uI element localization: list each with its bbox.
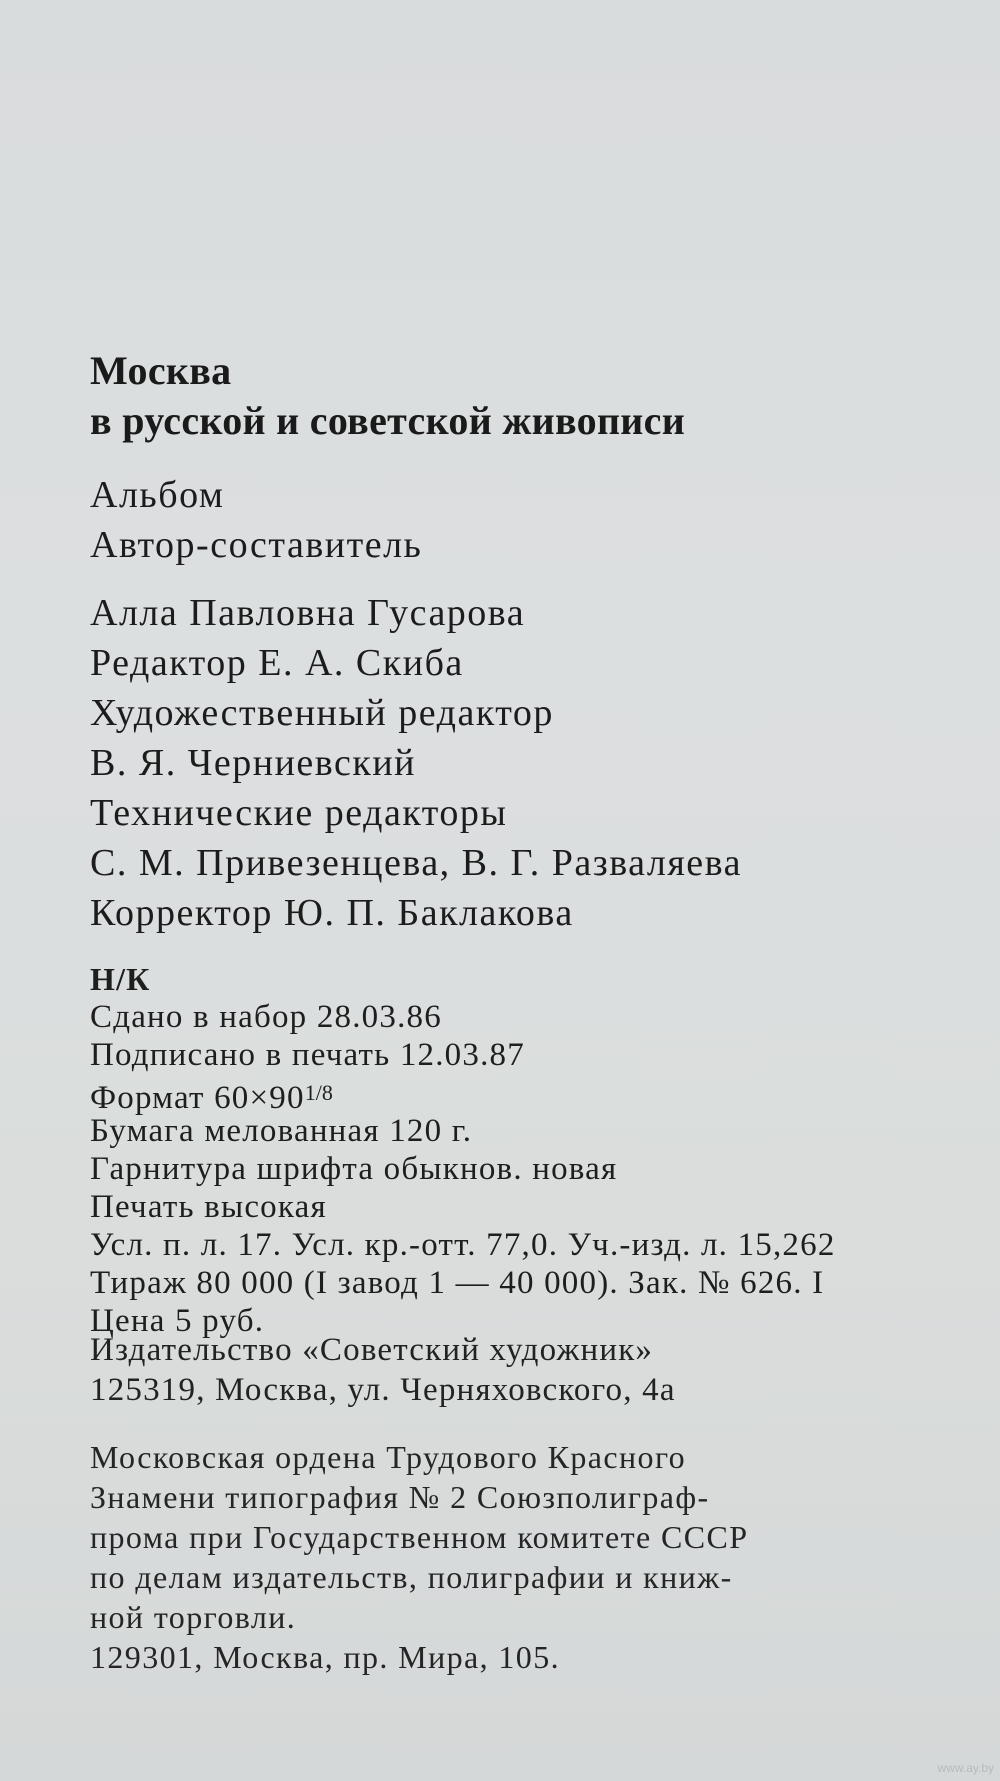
watermark: www.ay.by — [937, 1761, 994, 1775]
publisher-name: Издательство «Советский художник» — [90, 1332, 654, 1368]
editor: Редактор Е. А. Скиба — [90, 642, 464, 684]
title-line-2: в русской и советской живописи — [90, 398, 686, 443]
format-label: Формат 60×90 — [90, 1080, 305, 1116]
printer-address: 129301, Москва, пр. Мира, 105. — [90, 1639, 560, 1675]
printer-line-1: Московская ордена Трудового Красного — [90, 1439, 687, 1475]
credits-gap — [90, 570, 1000, 588]
print-details — [90, 960, 1000, 1340]
printer-info — [90, 1437, 1000, 1677]
code-nk: Н/К — [90, 961, 151, 997]
compiler-label: Автор-составитель — [90, 524, 423, 566]
format-fraction: 1/8 — [304, 1080, 333, 1105]
typeface: Гарнитура шрифта обыкнов. новая — [90, 1151, 618, 1187]
proofreader: Корректор Ю. П. Баклакова — [90, 892, 574, 934]
compiler-name: Алла Павловна Гусарова — [90, 592, 526, 634]
title-line-1: Москва — [90, 348, 232, 393]
printer-line-2: Знамени типография № 2 Союзполиграф- — [90, 1479, 710, 1515]
price: Цена 5 руб. — [90, 1303, 265, 1339]
art-editor-label: Художественный редактор — [90, 692, 554, 734]
circulation: Тираж 80 000 (I завод 1 — 40 000). Зак. № 626. I — [90, 1265, 825, 1301]
publisher-address: 125319, Москва, ул. Черняховского, 4а — [90, 1372, 676, 1408]
credits — [90, 470, 1000, 938]
printer-line-4: по делам издательств, полиграфии и книж- — [90, 1559, 733, 1595]
printing-method: Печать высокая — [90, 1189, 327, 1225]
signed-date: Подписано в печать 12.03.87 — [90, 1037, 525, 1073]
printer-line-3: прома при Государственном комитете СССР — [90, 1519, 749, 1555]
sheets: Усл. п. л. 17. Усл. кр.-отт. 77,0. Уч.-изд. л. 15,262 — [90, 1227, 836, 1263]
book-title — [90, 346, 1000, 446]
paper: Бумага мелованная 120 г. — [90, 1113, 473, 1149]
typeset-date: Сдано в набор 28.03.86 — [90, 999, 442, 1035]
printer-line-5: ной торговли. — [90, 1599, 297, 1635]
art-editor-name: В. Я. Черниевский — [90, 742, 417, 784]
tech-editors-names: С. М. Привезенцева, В. Г. Разваляева — [90, 842, 742, 884]
album-label: Альбом — [90, 474, 225, 516]
tech-editors-label: Технические редакторы — [90, 792, 508, 834]
publisher — [90, 1330, 1000, 1410]
format — [90, 1074, 1000, 1116]
